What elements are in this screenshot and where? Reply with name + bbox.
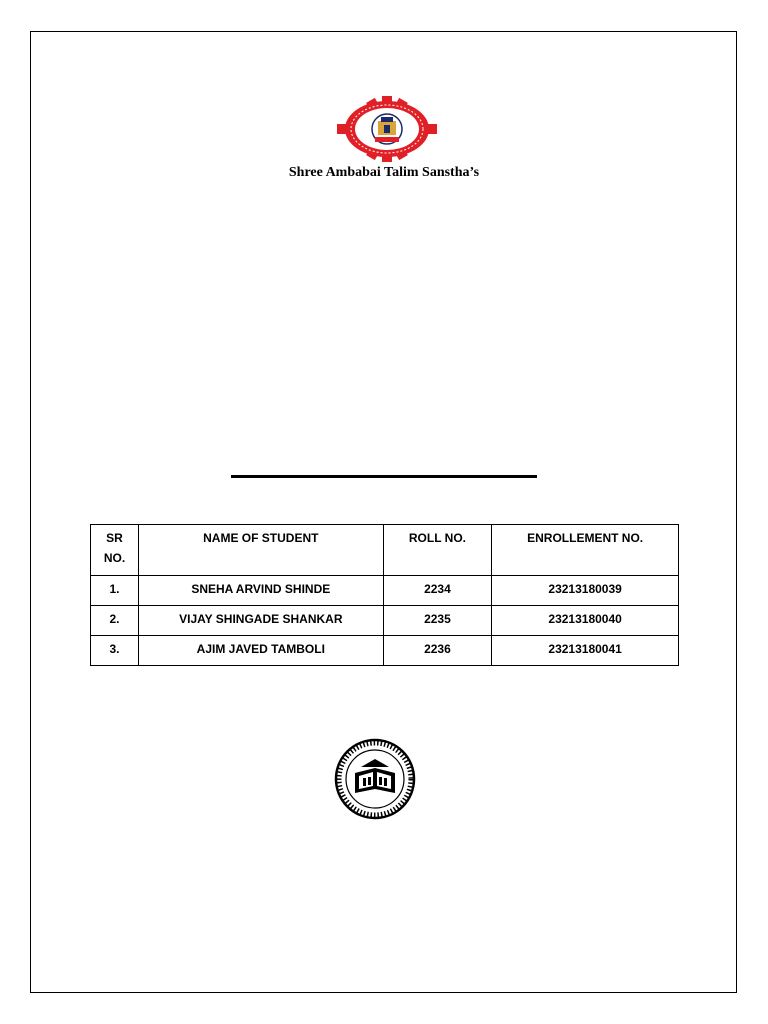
cell-enrollment: 23213180040 <box>492 606 679 636</box>
cell-roll: 2234 <box>383 576 492 606</box>
header-sr-line2: NO. <box>103 551 126 565</box>
cell-roll: 2236 <box>383 636 492 666</box>
cell-enrollment: 23213180039 <box>492 576 679 606</box>
header-sr-no <box>91 525 139 576</box>
student-table <box>90 524 679 666</box>
book-seal-icon <box>331 735 419 823</box>
gear-emblem-icon <box>336 96 438 162</box>
table-row <box>91 636 679 666</box>
cell-name: SNEHA ARVIND SHINDE <box>138 576 383 606</box>
institution-name: Shree Ambabai Talim Sanstha’s <box>288 165 480 180</box>
header-enrollment: ENROLLEMENT NO. <box>492 525 679 576</box>
cell-name: VIJAY SHINGADE SHANKAR <box>138 606 383 636</box>
table-row <box>91 606 679 636</box>
table-row <box>91 576 679 606</box>
cell-sr: 3. <box>91 636 139 666</box>
header-sr-line1: SR <box>106 531 123 545</box>
header-roll: ROLL NO. <box>383 525 492 576</box>
cell-sr: 1. <box>91 576 139 606</box>
title-underline <box>231 475 537 478</box>
header-name: NAME OF STUDENT <box>138 525 383 576</box>
cell-sr: 2. <box>91 606 139 636</box>
cell-enrollment: 23213180041 <box>492 636 679 666</box>
cell-roll: 2235 <box>383 606 492 636</box>
table-header-row <box>91 525 679 576</box>
cell-name: AJIM JAVED TAMBOLI <box>138 636 383 666</box>
